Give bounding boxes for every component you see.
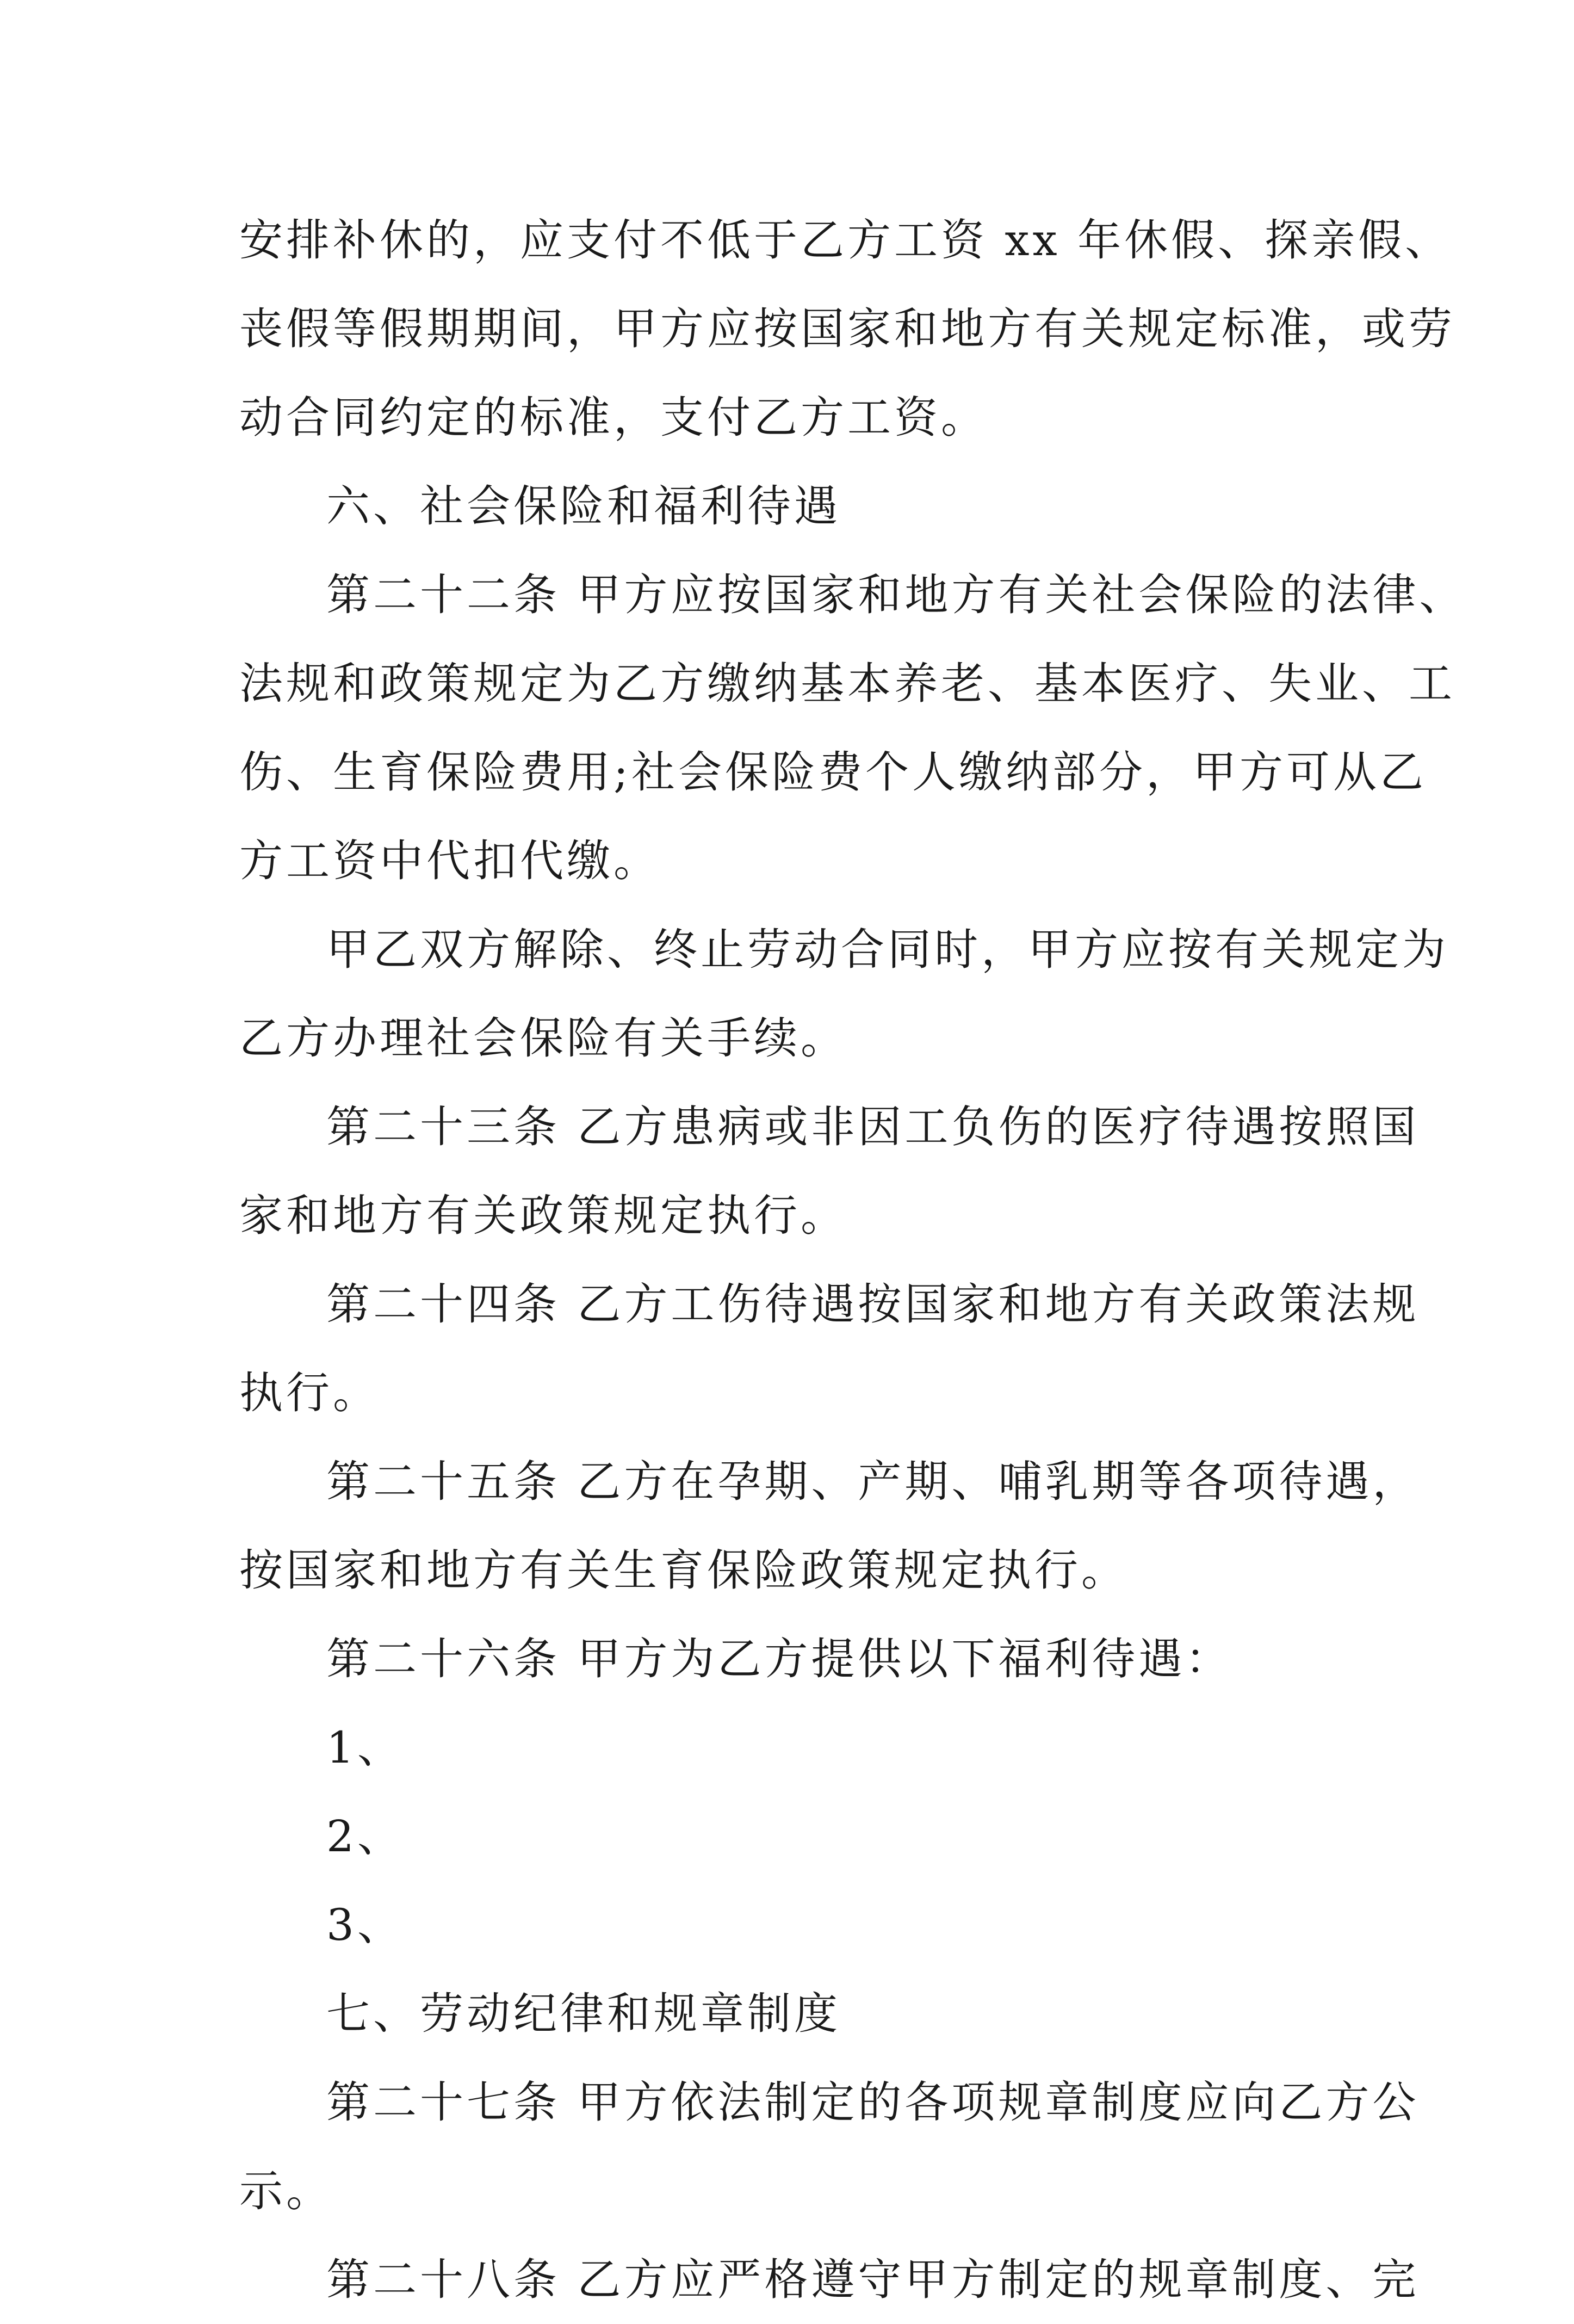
text-line: 执行。 xyxy=(239,1368,380,1418)
text-line: 家和地方有关政策规定执行。 xyxy=(239,1190,847,1241)
text-line: 示。 xyxy=(239,2166,333,2216)
text-line: 丧假等假期期间，甲方应按国家和地方有关规定标准，或劳 xyxy=(239,304,1455,354)
text-line: 2、 xyxy=(326,1811,404,1862)
text-line: 第二十三条 乙方患病或非因工负伤的医疗待遇按照国 xyxy=(326,1102,1420,1152)
document-body xyxy=(239,196,1466,2324)
text-line: 按国家和地方有关生育保险政策规定执行。 xyxy=(239,1545,1128,1596)
text-line: 第二十四条 乙方工伤待遇按国家和地方有关政策法规 xyxy=(326,1279,1420,1330)
text-line: 方工资中代扣代缴。 xyxy=(239,836,660,886)
text-line: 第二十七条 甲方依法制定的各项规章制度应向乙方公 xyxy=(326,2077,1420,2128)
text-line: 第二十二条 甲方应按国家和地方有关社会保险的法律、 xyxy=(326,570,1466,620)
text-line: 第二十八条 乙方应严格遵守甲方制定的规章制度、完 xyxy=(326,2254,1420,2305)
text-line: 第二十五条 乙方在孕期、产期、哺乳期等各项待遇， xyxy=(326,1456,1420,1507)
text-line: 六、社会保险和福利待遇 xyxy=(326,481,841,531)
text-line: 法规和政策规定为乙方缴纳基本养老、基本医疗、失业、工 xyxy=(239,658,1455,709)
text-line: 甲乙双方解除、终止劳动合同时，甲方应按有关规定为 xyxy=(326,924,1449,975)
text-line: 安排补休的，应支付不低于乙方工资 xx 年休假、探亲假、 xyxy=(239,215,1452,265)
text-line: 3、 xyxy=(326,1900,404,1950)
text-line: 七、劳动纪律和规章制度 xyxy=(326,1988,841,2039)
text-line: 乙方办理社会保险有关手续。 xyxy=(239,1013,847,1064)
text-line: 1、 xyxy=(326,1722,404,1773)
text-line: 伤、生育保险费用;社会保险费个人缴纳部分，甲方可从乙 xyxy=(239,747,1427,798)
text-line: 动合同约定的标准，支付乙方工资。 xyxy=(239,392,988,443)
text-line: 第二十六条 甲方为乙方提供以下福利待遇： xyxy=(326,1634,1232,1684)
